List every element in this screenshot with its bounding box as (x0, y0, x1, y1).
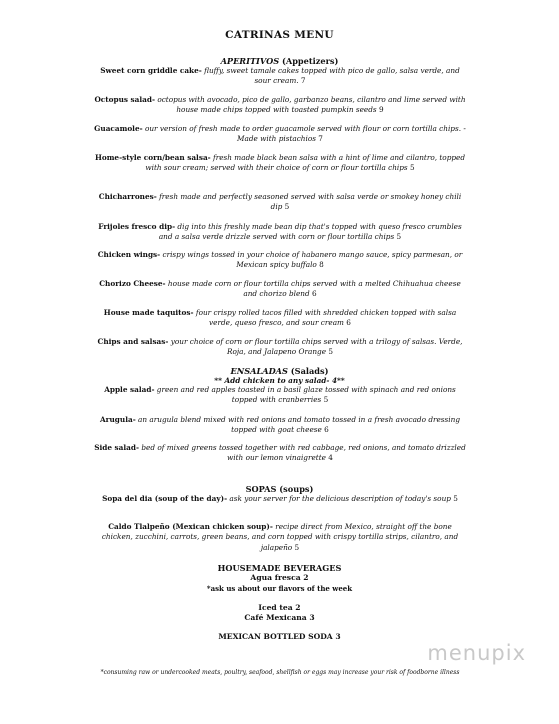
menu-item (92, 279, 468, 300)
salads-heading-sub: (Salads) (290, 366, 329, 376)
item-desc: fresh made and perfectly seasoned served with salsa verde or smokey honey chili dip (156, 192, 462, 212)
appetizers-heading-main: APERITIVOS (220, 56, 280, 66)
item-name: Octopus salad- (94, 95, 155, 104)
salad-chicken-note: ** Add chicken to any salad- 4** (214, 376, 345, 385)
item-price: 5 (326, 347, 334, 357)
menu-item (92, 124, 468, 145)
item-name: Chicken wings- (97, 250, 161, 259)
item-name: Apple salad- (104, 385, 155, 394)
item-desc: your choice of corn or flour tortilla chips served with a trilogy of salsas. Verde, Roja, and Jalapeno Orange (168, 337, 463, 357)
menu-item (92, 337, 468, 358)
item-desc: ask your server for the delicious description of today's soup (227, 494, 451, 503)
item-price: 7 (298, 76, 306, 86)
menu-item (92, 250, 468, 271)
item-desc: our version of fresh made to order guacamole served with flour or corn tortilla chips. -Made with pistachios (142, 124, 466, 144)
item-name: Sopa del dia (soup of the day)- (102, 494, 228, 503)
item-price: 5 (292, 542, 300, 552)
item-name: House made taquitos- (103, 308, 194, 317)
item-price: 6 (309, 289, 317, 299)
item-name: Side salad- (94, 443, 140, 452)
item-desc: green and red apples toasted in a basil glaze tossed with spinach and red onions topped with cranberries (154, 385, 456, 405)
item-desc: recipe direct from Mexico, straight off the bone chicken, zucchini, carrots, green beans, and corn topped with crispy tortilla strips, cilantro, and jalapeño (101, 522, 459, 552)
item-name: Chorizo Cheese- (99, 279, 166, 288)
item-desc: bed of mixed greens tossed together with red cabbage, red onions, and tomato drizzled with our lemon vinaigrette (139, 443, 466, 463)
menu-item (92, 415, 468, 436)
foodborne-illness-notice: *consuming raw or undercooked meats, poultry, seafood, shellfish or eggs may increase your risk of foodborne illness (100, 669, 460, 676)
item-name: Guacamole- (94, 124, 143, 133)
salads-heading (0, 366, 559, 376)
item-price: 4 (325, 453, 333, 463)
item-desc: dig into this freshly made bean dip that's topped with queso fresco crumbles and a salsa verde drizzle served with corn or flour tortilla chips (158, 222, 462, 242)
menu-item (92, 95, 468, 116)
item-name: Chips and salsas- (97, 337, 169, 346)
item-price: 6 (343, 318, 351, 328)
menu-item (92, 308, 468, 329)
item-price: 5 (394, 232, 402, 242)
item-desc: crispy wings tossed in your choice of habanero mango sauce, spicy parmesan, or Mexican spicy buffalo (160, 250, 463, 270)
item-price: 8 (316, 260, 324, 270)
menu-item (92, 153, 468, 174)
iced-tea: Iced tea 2 (258, 603, 301, 612)
menu-title: CATRINAS MENU (225, 29, 334, 41)
item-price: 5 (321, 395, 329, 405)
watermark-logo: menupix (427, 641, 526, 665)
item-desc: fluffy, sweet tamale cakes topped with pico de gallo, salsa verde, and sour cream. (201, 66, 460, 86)
item-name: Home-style corn/bean salsa- (94, 153, 211, 162)
soups-heading: SOPAS (soups) (245, 484, 314, 494)
item-price: 9 (376, 105, 384, 115)
appetizers-heading (0, 56, 559, 66)
item-price: 5 (450, 494, 458, 503)
item-desc: an arugula blend mixed with red onions and tomato tossed in a fresh avocado dressing topped with goat cheese (135, 415, 460, 435)
appetizers-heading-sub: (Appetizers) (281, 56, 339, 66)
item-desc: octopus with avocado, pico de gallo, garbanzo beans, cilantro and lime served with house made chips topped with toasted pumpkin seeds (155, 95, 466, 115)
item-name: Frijoles fresco dip- (98, 222, 176, 231)
menu-item (92, 522, 468, 553)
agua-fresca-note: *ask us about our flavors of the week (206, 584, 353, 593)
mexican-bottled-soda: MEXICAN BOTTLED SODA 3 (218, 632, 341, 641)
cafe-mexicana: Café Mexicana 3 (244, 613, 315, 622)
menu-item (92, 494, 468, 504)
item-name: Sweet corn griddle cake- (100, 66, 202, 75)
item-desc: four crispy rolled tacos filled with shredded chicken topped with salsa verde, queso fresco, and sour cream (193, 308, 457, 328)
item-price: 5 (282, 202, 290, 212)
item-desc: house made corn or flour tortilla chips served with a melted Chihuahua cheese and chorizo blend (165, 279, 461, 299)
salads-heading-main: ENSALADAS (230, 366, 288, 376)
agua-fresca: Agua fresca 2 (250, 573, 309, 582)
item-name: Chicharrones- (98, 192, 157, 201)
menu-item (92, 192, 468, 213)
menu-item (92, 222, 468, 243)
item-price: 5 (407, 163, 415, 173)
menu-item (92, 66, 468, 87)
beverages-heading: HOUSEMADE BEVERAGES (217, 563, 342, 573)
item-price: 6 (321, 425, 329, 435)
menu-item (92, 385, 468, 406)
menu-item (92, 443, 468, 464)
item-name: Caldo Tlalpeño (Mexican chicken soup)- (108, 522, 273, 531)
item-name: Arugula- (99, 415, 136, 424)
item-price: 7 (315, 134, 323, 144)
item-desc: fresh made black bean salsa with a hint of lime and cilantro, topped with sour cream; served with their choice of corn or flour tortilla chips (145, 153, 466, 173)
